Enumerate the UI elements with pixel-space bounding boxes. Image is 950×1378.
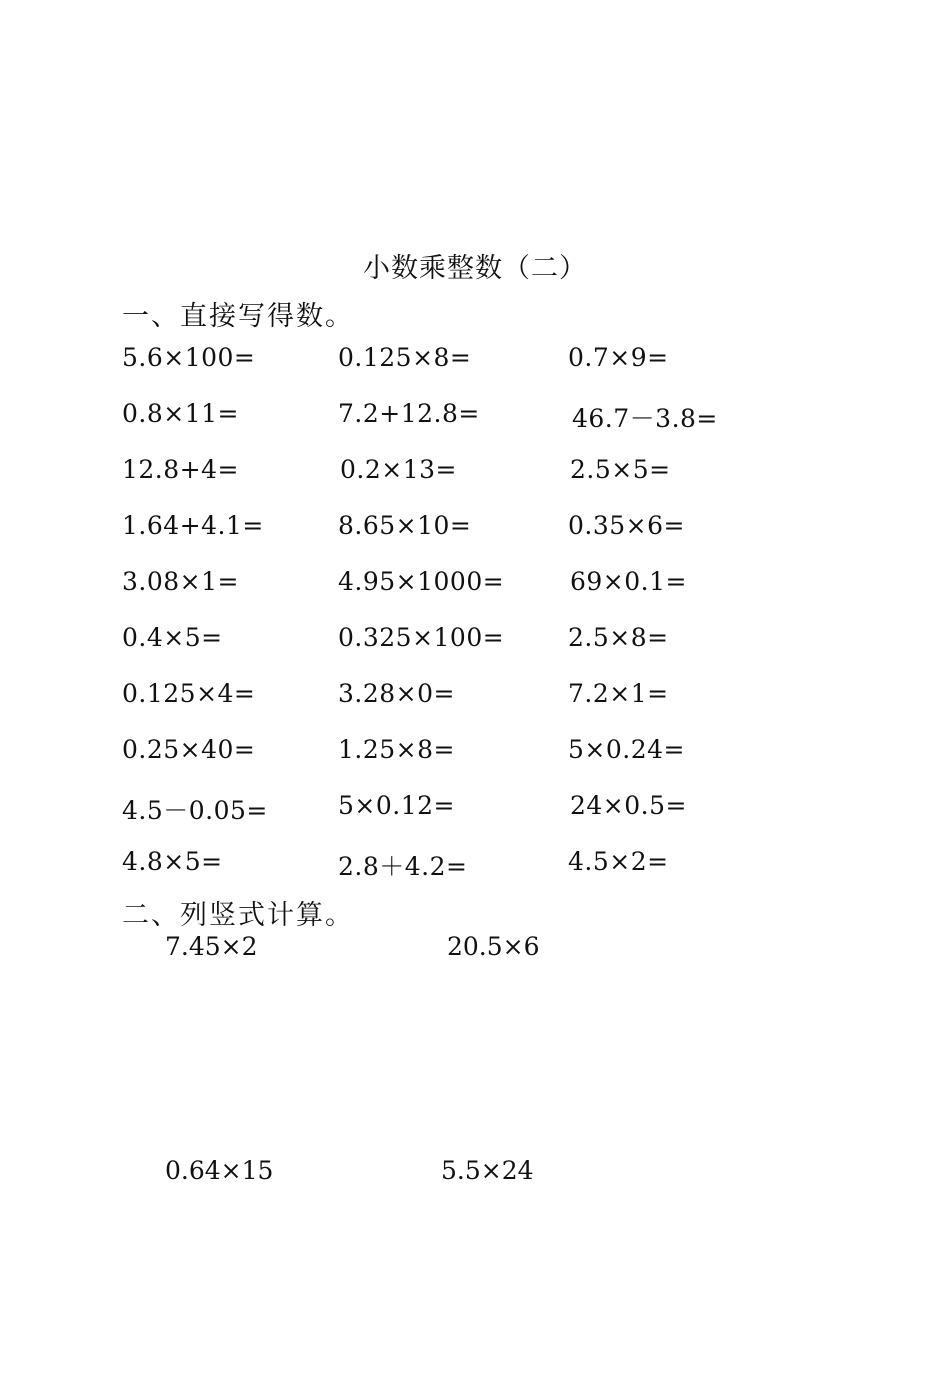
- problem-cell: 0.125×4=: [122, 679, 256, 708]
- problem-cell: 0.25×40=: [122, 735, 256, 764]
- problem-cell: 0.35×6=: [568, 511, 685, 540]
- problem-cell: 1.25×8=: [338, 735, 455, 764]
- vertical-calc-problem: 7.45×2: [165, 932, 258, 961]
- problem-cell: 4.95×1000=: [338, 567, 505, 596]
- problem-cell: 4.5－0.05=: [122, 796, 268, 825]
- section1-heading: 一、直接写得数。: [122, 301, 354, 332]
- problem-cell: 4.8×5=: [122, 847, 223, 876]
- problem-cell: 3.28×0=: [338, 679, 455, 708]
- problem-cell: 0.7×9=: [568, 343, 669, 372]
- vertical-calc-problem: 20.5×6: [447, 932, 540, 961]
- problem-cell: 1.64+4.1=: [122, 511, 264, 540]
- section2-heading: 二、列竖式计算。: [122, 900, 354, 931]
- problem-cell: 2.5×5=: [570, 455, 671, 484]
- problem-cell: 7.2×1=: [568, 679, 669, 708]
- problem-cell: 8.65×10=: [338, 511, 472, 540]
- vertical-calc-problem: 5.5×24: [441, 1156, 534, 1185]
- problem-cell: 2.5×8=: [568, 623, 669, 652]
- problem-cell: 69×0.1=: [570, 567, 687, 596]
- problem-cell: 0.4×5=: [122, 623, 223, 652]
- problem-cell: 5×0.12=: [338, 791, 455, 820]
- problem-cell: 0.2×13=: [340, 455, 457, 484]
- problem-cell: 0.325×100=: [338, 623, 505, 652]
- problem-cell: 0.8×11=: [122, 399, 239, 428]
- vertical-calc-problem: 0.64×15: [165, 1156, 274, 1185]
- problem-cell: 46.7－3.8=: [572, 404, 718, 433]
- problem-cell: 12.8+4=: [122, 455, 239, 484]
- problem-cell: 3.08×1=: [122, 567, 239, 596]
- problem-cell: 4.5×2=: [568, 847, 669, 876]
- problem-cell: 0.125×8=: [338, 343, 472, 372]
- problem-cell: 7.2+12.8=: [338, 399, 480, 428]
- worksheet-title: 小数乘整数（二）: [363, 253, 587, 284]
- problem-cell: 24×0.5=: [570, 791, 687, 820]
- problem-cell: 5.6×100=: [122, 343, 256, 372]
- problem-cell: 5×0.24=: [568, 735, 685, 764]
- problem-cell: 2.8＋4.2=: [338, 852, 468, 881]
